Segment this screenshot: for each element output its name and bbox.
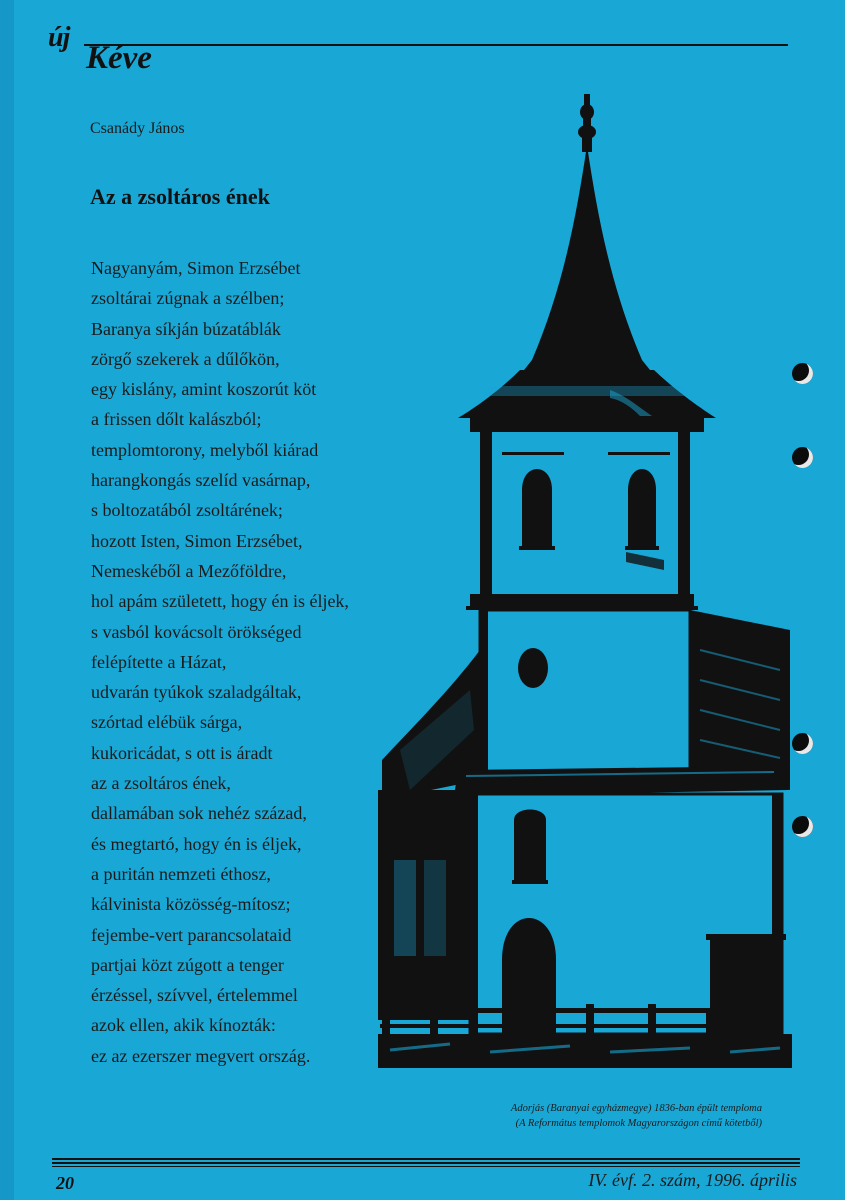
- issue-info: IV. évf. 2. szám, 1996. április: [588, 1170, 797, 1190]
- tower-window-left: [522, 469, 552, 546]
- facade-window: [514, 810, 546, 881]
- poem-title: Az a zsoltáros ének: [90, 184, 270, 209]
- footer-rule: [52, 1158, 800, 1160]
- poem-line: azok ellen, akik kínozták:: [91, 1015, 276, 1036]
- punch-hole: [792, 447, 813, 468]
- author-name: Csanády János: [90, 120, 185, 137]
- footer-rule: [52, 1166, 800, 1167]
- poem-line: Nagyanyám, Simon Erzsébet: [91, 258, 301, 278]
- poem-line: hozott Isten, Simon Erzsébet,: [91, 530, 303, 551]
- church-door: [502, 918, 556, 1034]
- poem-line: Baranya síkján búzatáblák: [91, 318, 281, 339]
- caption-line: (A Református templomok Magyarországon című kötetből): [515, 1118, 762, 1129]
- poem-line: dallamában sok nehéz század,: [91, 803, 307, 824]
- page-edge: [0, 0, 14, 1200]
- punch-hole: [792, 733, 813, 754]
- page-number: 20: [56, 1173, 74, 1193]
- footer-rule: [52, 1162, 800, 1164]
- poem-line: partjai közt zúgott a tenger: [91, 954, 284, 975]
- poem-line: a frissen dőlt kalászból;: [91, 409, 262, 430]
- spire-finial: [578, 94, 596, 152]
- poem-line: fejembe-vert parancsolataid: [91, 924, 292, 945]
- poem-line: egy kislány, amint koszorút köt: [91, 379, 317, 400]
- punch-hole: [792, 363, 813, 384]
- poem-line: templomtorony, melyből kiárad: [91, 439, 319, 460]
- poem-line: az a zsoltáros ének,: [91, 773, 231, 794]
- poem-line: kukoricádat, s ott is áradt: [91, 742, 273, 763]
- poem-line: hol apám született, hogy én is éljek,: [91, 591, 349, 612]
- masthead-keve: Kéve: [86, 40, 152, 76]
- punch-hole: [792, 816, 813, 837]
- poem-line: Nemeskéből a Mezőföldre,: [91, 560, 287, 581]
- poem-line: s vasból kovácsolt örökséged: [91, 621, 302, 642]
- poem-line: kálvinista közösség-mítosz;: [91, 894, 291, 915]
- poem-line: felépítette a Házat,: [91, 651, 227, 672]
- side-door: [710, 938, 782, 1034]
- poem-line: harangkongás szelíd vasárnap,: [91, 470, 311, 491]
- poem-line: és megtartó, hogy én is éljek,: [91, 833, 302, 854]
- poem-line: ez az ezerszer megvert ország.: [91, 1045, 311, 1066]
- illustration-caption: [440, 1101, 762, 1131]
- nave-roof-right: [690, 610, 790, 790]
- oculus-window: [518, 648, 548, 688]
- poem-line: szórtad elébük sárga,: [91, 712, 243, 733]
- poem-line: érzéssel, szívvel, értelemmel: [91, 985, 298, 1006]
- poem-line: s boltozatából zsoltárének;: [91, 500, 283, 521]
- masthead-uj: új: [48, 22, 70, 53]
- tower-window-right: [628, 469, 656, 546]
- header-rule: [84, 44, 788, 46]
- poem-body: [91, 253, 349, 1071]
- poem-line: a puritán nemzeti éthosz,: [91, 863, 271, 884]
- church-icon: [370, 90, 800, 1080]
- caption-line: Adorjás (Baranyai egyházmegye) 1836-ban épült temploma: [510, 1103, 762, 1114]
- spire: [520, 145, 654, 375]
- poem-line: udvarán tyúkok szaladgáltak,: [91, 682, 302, 703]
- poem-line: zörgő szekerek a dűlőkön,: [91, 348, 280, 369]
- poem-line: zsoltárai zúgnak a szélben;: [91, 288, 285, 309]
